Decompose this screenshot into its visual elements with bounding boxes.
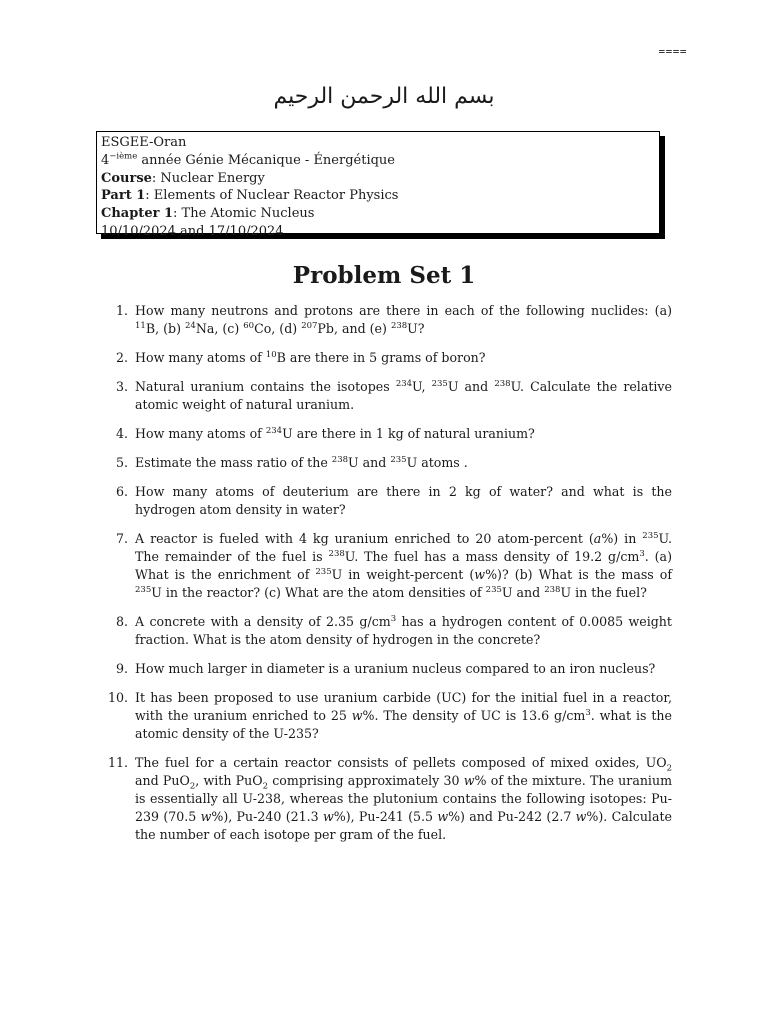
problem-item bbox=[100, 530, 672, 602]
course-info-box bbox=[96, 131, 660, 239]
problem-text: How much larger in diameter is a uranium nucleus compared to an iron nucleus? bbox=[135, 661, 656, 676]
problem-item bbox=[100, 689, 672, 743]
year-number: 4 bbox=[101, 152, 110, 168]
problem-text: A concrete with a density of 2.35 $g/cm^3$ has a hydrogen content of 0.0085 weight fraction. What is the atom density of hydrogen in the concrete? bbox=[135, 613, 672, 647]
problem-text: Natural uranium contains the isotopes $^{234}$U, $^{235}$U and $^{238}$U. Calculate the relative atomic weight of natural uranium. bbox=[135, 378, 673, 412]
basmala-calligraphy: بسم الله الرحمن الرحيم bbox=[273, 84, 495, 109]
problem-item bbox=[100, 302, 672, 338]
problem-text: How many atoms of $^{10}$B are there in 5 grams of boron? bbox=[135, 349, 486, 365]
part-line bbox=[101, 187, 655, 205]
problem-item bbox=[100, 378, 672, 414]
problem-item bbox=[100, 425, 672, 443]
problem-number: 2. bbox=[115, 350, 128, 365]
problem-number: 10. bbox=[107, 690, 128, 705]
problem-list bbox=[100, 302, 672, 855]
chapter-line bbox=[101, 205, 655, 223]
course-value: : Nuclear Energy bbox=[151, 170, 265, 186]
problem-item bbox=[100, 454, 672, 472]
problem-number: 11. bbox=[107, 755, 128, 770]
problem-number: 5. bbox=[115, 455, 128, 470]
problem-number: 6. bbox=[115, 484, 128, 499]
problem-number: 7. bbox=[115, 531, 128, 546]
problem-item bbox=[100, 349, 672, 367]
session-dates: 10/10/2024 and 17/10/2024 bbox=[101, 223, 284, 239]
chapter-label: Chapter 1 bbox=[101, 206, 174, 222]
problem-text: The fuel for a certain reactor consists of pellets composed of mixed oxides, $UO_2$ and PuO$_2$, with PuO$_2$ comprising approximately 30 w% of the mixture. The uranium is essentially all U-238, whereas the plutonium contains the following isotopes: Pu-239 (70.5 w%), Pu-240 (21.3 w%), Pu-241 (5.5 w%) and Pu-242 (2.7 w%). Calculate the number of each isotope per gram of the fuel. bbox=[135, 755, 673, 842]
problem-text: How many atoms of $^{234}$U are there in 1 kg of natural uranium? bbox=[135, 425, 535, 441]
problem-number: 1. bbox=[115, 303, 128, 318]
problem-number: 9. bbox=[115, 661, 128, 676]
problem-text: It has been proposed to use uranium carbide (UC) for the initial fuel in a reactor, with the uranium enriched to 25 w%. The density of UC is 13.6 $g/cm^3$. what is the atomic density of the U-235? bbox=[135, 690, 673, 741]
year-superscript: −ième bbox=[109, 151, 138, 162]
corner-mark: ==== bbox=[658, 45, 687, 58]
course-label: Course bbox=[101, 170, 152, 186]
problem-number: 8. bbox=[115, 614, 128, 629]
program-name: année Génie Mécanique - Énergétique bbox=[137, 152, 395, 168]
school-name: ESGEE-Oran bbox=[101, 135, 187, 150]
problem-number: 4. bbox=[115, 426, 128, 441]
problem-number: 3. bbox=[115, 379, 128, 394]
problem-text: How many neutrons and protons are there in each of the following nuclides: (a) $^{11}$B, (b) $^{24}$Na, (c) $^{60}$Co, (d) $^{207}$Pb, and (e) $^{238}$U? bbox=[135, 303, 672, 336]
problem-item bbox=[100, 613, 672, 649]
problem-item bbox=[100, 483, 672, 519]
course-line bbox=[101, 170, 655, 188]
problem-text: A reactor is fueled with 4 kg uranium enriched to 20 atom-percent (a%) in $^{235}$U. The remainder of the fuel is $^{238}$U. The fuel has a mass density of 19.2 $g/cm^3$. (a) What is the enrichment of $^{235}$U in weight-percent (w%)? (b) What is the mass of $^{235}$U in the reactor? (c) What are the atom densities of $^{235}$U and $^{238}$U in the fuel? bbox=[135, 530, 673, 600]
problem-text: Estimate the mass ratio of the $^{238}$U and $^{235}$U atoms . bbox=[135, 454, 468, 470]
page-title: Problem Set 1 bbox=[292, 262, 476, 289]
program-year bbox=[101, 152, 655, 170]
problem-item bbox=[100, 660, 672, 678]
part-value: : Elements of Nuclear Reactor Physics bbox=[145, 188, 399, 204]
problem-item bbox=[100, 754, 672, 844]
chapter-value: : The Atomic Nucleus bbox=[173, 206, 315, 222]
problem-text: How many atoms of deuterium are there in 2 kg of water? and what is the hydrogen atom density in water? bbox=[135, 484, 672, 517]
part-label: Part 1 bbox=[101, 188, 146, 204]
